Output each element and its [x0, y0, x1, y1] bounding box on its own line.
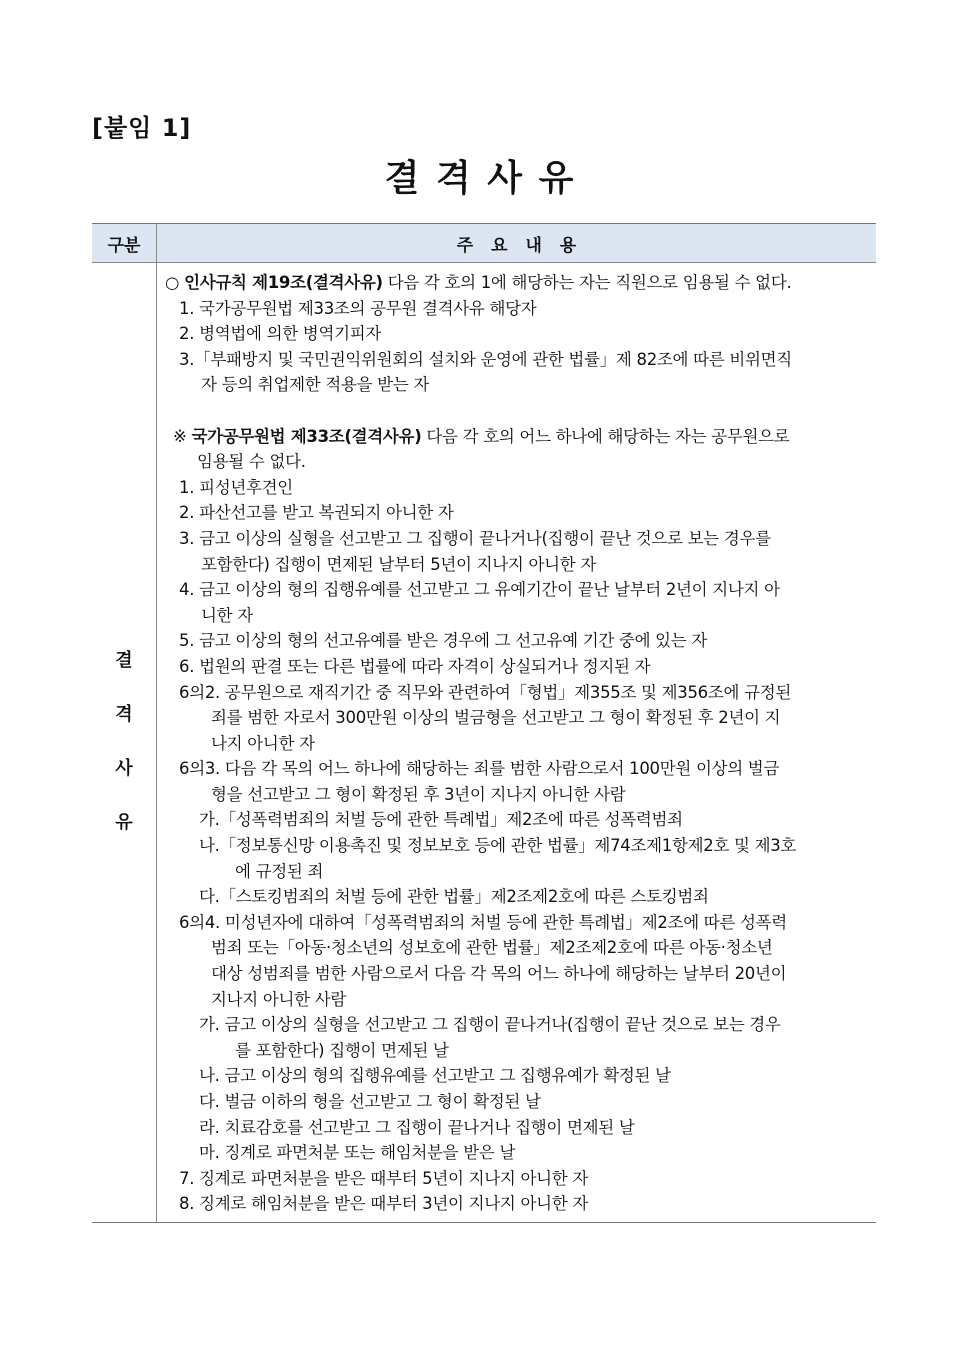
- spacer: [165, 398, 873, 424]
- item: 8. 징계로 해임처분을 받은 때부터 3년이 지나지 아니한 자: [179, 1194, 588, 1214]
- item-cont: 대상 성범죄를 범한 사람으로서 다음 각 목의 어느 하나에 해당하는 날부터 20년이: [211, 964, 787, 984]
- item-cont: 포함한다) 집행이 면제된 날부터 5년이 지나지 아니한 자: [201, 554, 597, 574]
- note-title: 국가공무원법 제33조(결격사유): [191, 426, 422, 446]
- item: 6의3. 다음 각 목의 어느 하나에 해당하는 죄를 범한 사람으로서 100만원 이상의 벌금: [179, 759, 780, 779]
- rule-item: 2. 병역법에 의한 병역기피자: [179, 324, 382, 344]
- header-content: 주 요 내 용: [456, 235, 577, 256]
- document-title: 결 격 사 유: [384, 158, 576, 199]
- item: 4. 금고 이상의 형의 집행유예를 선고받고 그 유예기간이 끝난 날부터 2년이 지나지 아: [179, 580, 780, 600]
- circle-bullet-icon: ○: [165, 273, 180, 292]
- item: 1. 피성년후견인: [179, 477, 293, 497]
- sub-item: 가. 금고 이상의 실형을 선고받고 그 집행이 끝나거나(집행이 끝난 것으로 보는 경우: [199, 1015, 781, 1035]
- content-cell: [157, 263, 876, 1222]
- sub-item: 다.「스토킹범죄의 처벌 등에 관한 법률」제2조제2호에 따른 스토킹범죄: [199, 887, 709, 907]
- reference-mark-icon: ※: [173, 426, 187, 446]
- category-cell: [92, 263, 157, 1222]
- category-char: 사: [115, 758, 133, 780]
- sub-item: 다. 벌금 이하의 형을 선고받고 그 형이 확정된 날: [199, 1092, 541, 1111]
- item: 2. 파산선고를 받고 복권되지 아니한 자: [179, 503, 454, 523]
- item-cont: 죄를 범한 자로서 300만원 이상의 벌금형을 선고받고 그 형이 확정된 후 2년이 지: [211, 708, 781, 728]
- rule-item-cont: 자 등의 취업제한 적용을 받는 자: [201, 375, 430, 395]
- sub-item-cont: 에 규정된 죄: [235, 861, 324, 881]
- item: 6의4. 미성년자에 대하여「성폭력범죄의 처벌 등에 관한 특례법」제2조에 따른 성폭력: [179, 912, 787, 932]
- note-text-cont: 임용될 수 없다.: [197, 452, 306, 472]
- category-char: 유: [115, 812, 133, 834]
- item: 6의2. 공무원으로 재직기간 중 직무와 관련하여「형법」제355조 및 제356조에 규정된: [179, 682, 792, 702]
- category-char: 결: [115, 650, 133, 672]
- rule-title: 인사규칙 제19조(결격사유): [184, 273, 383, 292]
- sub-item-cont: 를 포함한다) 집행이 면제된 날: [235, 1040, 449, 1060]
- item: 3. 금고 이상의 실형을 선고받고 그 집행이 끝나거나(집행이 끝난 것으로 보는 경우를: [179, 528, 771, 548]
- item-cont: 나지 아니한 자: [211, 733, 315, 753]
- sub-item: 마. 징계로 파면처분 또는 해임처분을 받은 날: [199, 1143, 516, 1163]
- sub-item: 나. 금고 이상의 형의 집행유예를 선고받고 그 집행유예가 확정된 날: [199, 1066, 671, 1086]
- table-body-row: [92, 263, 876, 1222]
- item-cont: 니한 자: [201, 605, 253, 625]
- item-cont: 범죄 또는「아동·청소년의 성보호에 관한 법률」제2조제2호에 따른 아동·청소년: [211, 938, 773, 958]
- rule-heading: [165, 270, 873, 296]
- rule-item: 1. 국가공무원법 제33조의 공무원 결격사유 해당자: [179, 298, 537, 318]
- note-heading: [165, 424, 873, 450]
- sub-item: 나.「정보통신망 이용촉진 및 정보보호 등에 관한 법률」제74조제1항제2호 및 제3호: [199, 836, 797, 856]
- table-header-row: [92, 224, 876, 263]
- sub-item: 라. 치료감호를 선고받고 그 집행이 끝나거나 집행이 면제된 날: [199, 1117, 635, 1137]
- rule-text: 다음 각 호의 1에 해당하는 자는 직원으로 임용될 수 없다.: [382, 273, 792, 292]
- note-text: 다음 각 호의 어느 하나에 해당하는 자는 공무원으로: [421, 426, 790, 446]
- item: 5. 금고 이상의 형의 선고유예를 받은 경우에 그 선고유예 기간 중에 있는 자: [179, 631, 708, 651]
- item: 6. 법원의 판결 또는 다른 법률에 따라 자격이 상실되거나 정지된 자: [179, 656, 651, 676]
- disqualification-table: [92, 223, 876, 1223]
- item-cont: 형을 선고받고 그 형이 확정된 후 3년이 지나지 아니한 사람: [211, 784, 626, 804]
- attachment-label: [붙임 1]: [92, 114, 192, 142]
- item: 7. 징계로 파면처분을 받은 때부터 5년이 지나지 아니한 자: [179, 1168, 588, 1188]
- category-char: 격: [115, 704, 133, 726]
- item-cont: 지나지 아니한 사람: [211, 989, 347, 1009]
- header-category: 구분: [92, 224, 157, 262]
- rule-item: 3.「부패방지 및 국민권익위원회의 설치와 운영에 관한 법률」제 82조에 따른 비위면직: [179, 349, 792, 369]
- sub-item: 가.「성폭력범죄의 처벌 등에 관한 특례법」제2조에 따른 성폭력범죄: [199, 810, 683, 830]
